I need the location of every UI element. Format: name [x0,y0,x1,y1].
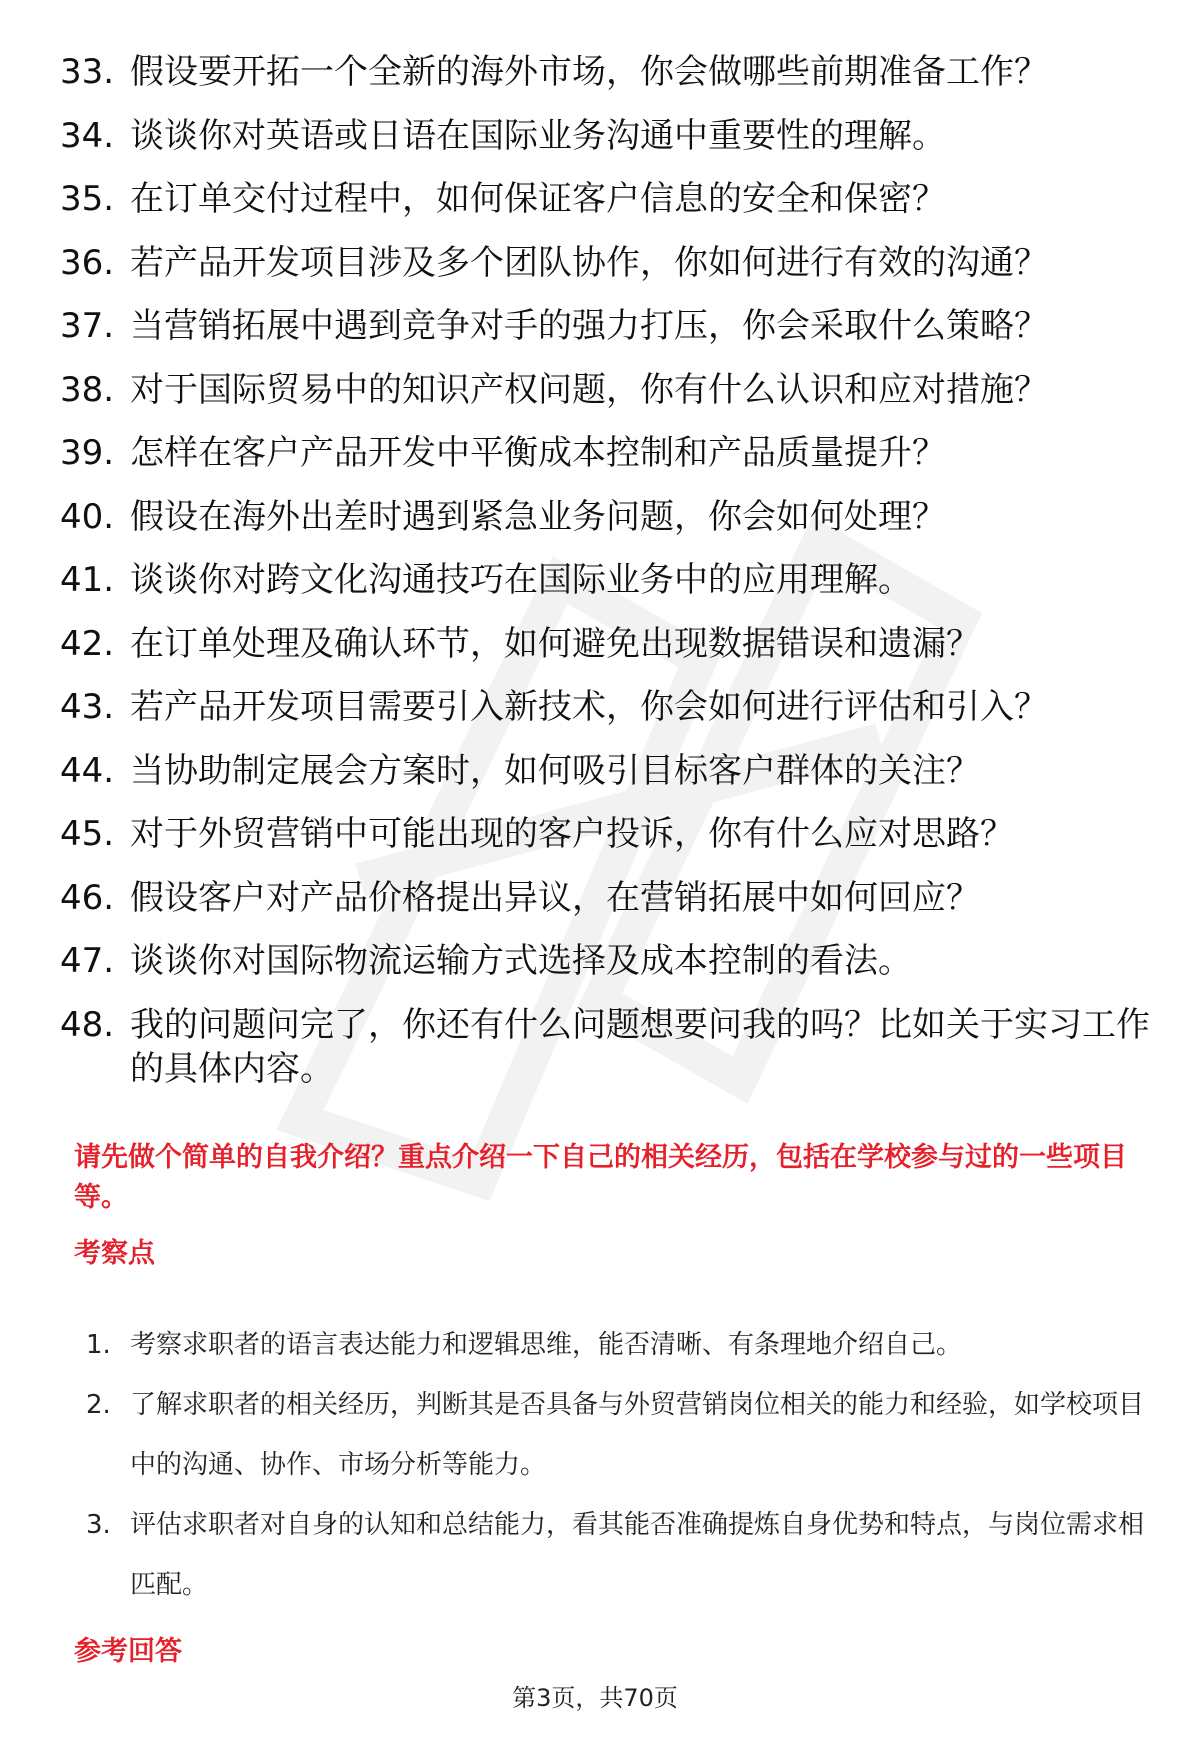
question-item [60,622,1160,667]
question-item [60,495,1160,540]
question-text: 假设客户对产品价格提出异议，在营销拓展中如何回应？ [130,877,980,918]
question-text: 当协助制定展会方案时，如何吸引目标客户群体的关注？ [130,750,980,791]
question-item [60,939,1160,984]
points-title: 考察点 [74,1238,155,1269]
point-text: 评估求职者对自身的认知和总结能力，看其能否准确提炼自身优势和特点，与岗位需求相匹配。 [130,1510,1145,1600]
question-text: 若产品开发项目涉及多个团队协作，你如何进行有效的沟通？ [130,242,1048,283]
question-number: 48. [60,1004,115,1045]
question-item [60,1003,1160,1091]
question-number: 39. [60,433,115,473]
question-text: 怎样在客户产品开发中平衡成本控制和产品质量提升？ [130,433,946,473]
point-item [86,1495,1166,1615]
question-text: 谈谈你对国际物流运输方式选择及成本控制的看法。 [130,941,912,981]
question-text: 谈谈你对英语或日语在国际业务沟通中重要性的理解。 [130,115,946,156]
point-text: 考察求职者的语言表达能力和逻辑思维，能否清晰、有条理地介绍自己。 [130,1330,963,1360]
question-item [60,50,1160,95]
page-number: 第3页，共70页 [512,1684,678,1712]
question-text: 在订单交付过程中，如何保证客户信息的安全和保密？ [130,179,946,219]
question-text: 假设要开拓一个全新的海外市场，你会做哪些前期准备工作？ [130,52,1048,92]
question-item [60,177,1160,222]
question-item [60,812,1160,857]
question-number: 35. [60,179,115,219]
question-number: 47. [60,941,115,981]
question-number: 44. [60,750,115,791]
question-number: 34. [60,115,115,156]
section-question-heading: 请先做个简单的自我介绍？重点介绍一下自己的相关经历，包括在学校参与过的一些项目等。 [74,1142,1127,1213]
question-text: 对于外贸营销中可能出现的客户投诉，你有什么应对思路？ [130,814,1014,854]
question-number: 40. [60,496,115,537]
question-text: 当营销拓展中遇到竞争对手的强力打压，你会采取什么策略？ [130,306,1048,346]
question-item [60,558,1160,603]
point-number: 1. [86,1330,111,1360]
point-text: 了解求职者的相关经历，判断其是否具备与外贸营销岗位相关的能力和经验，如学校项目中的沟通、协作、市场分析等能力。 [130,1390,1145,1480]
question-item [60,876,1160,921]
answer-title: 参考回答 [74,1636,182,1667]
question-number: 41. [60,560,115,600]
question-text: 我的问题问完了，你还有什么问题想要问我的吗？比如关于实习工作的具体内容。 [130,1004,1150,1089]
point-item [86,1375,1166,1495]
question-item [60,749,1160,794]
question-text: 对于国际贸易中的知识产权问题，你有什么认识和应对措施？ [130,369,1048,410]
point-number: 3. [86,1510,111,1540]
question-number: 42. [60,623,115,664]
point-number: 2. [86,1390,111,1420]
question-item [60,685,1160,730]
question-text: 谈谈你对跨文化沟通技巧在国际业务中的应用理解。 [130,560,912,600]
question-number: 33. [60,52,115,92]
question-number: 46. [60,877,115,918]
question-item [60,114,1160,159]
question-text: 假设在海外出差时遇到紧急业务问题，你会如何处理？ [130,496,946,537]
question-item [60,304,1160,349]
question-number: 36. [60,242,115,283]
question-text: 在订单处理及确认环节，如何避免出现数据错误和遗漏？ [130,623,980,664]
question-item [60,241,1160,286]
question-list [60,50,1160,1109]
question-number: 37. [60,306,115,346]
points-list [86,1315,1166,1615]
question-number: 45. [60,814,115,854]
question-item [60,368,1160,413]
question-number: 43. [60,687,115,727]
question-text: 若产品开发项目需要引入新技术，你会如何进行评估和引入？ [130,687,1048,727]
question-number: 38. [60,369,115,410]
question-item [60,431,1160,476]
point-item [86,1315,1166,1375]
